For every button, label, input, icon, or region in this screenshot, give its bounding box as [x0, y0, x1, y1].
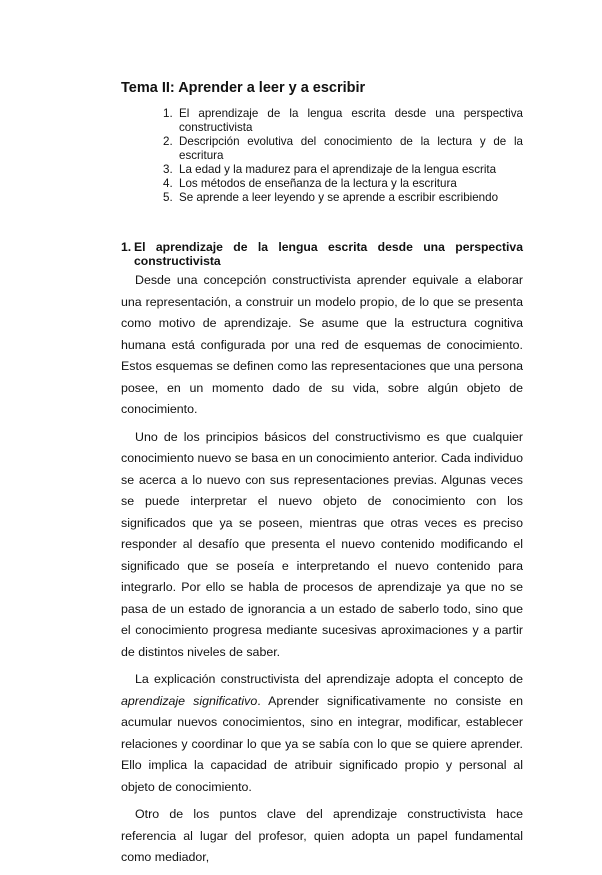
toc-item-text: La edad y la madurez para el aprendizaje de la lengua escrita [179, 163, 497, 176]
toc-item-text: Descripción evolutiva del conocimiento de la lectura y de la escritura [179, 135, 523, 162]
paragraph-text: . Aprender significativamente no consiste en acumular nuevos conocimientos, sino en integrar, modificar, establecer relaciones y coordinar lo que ya se sabía con lo que se quiere aprender. Ello implica la capacidad de atribuir significado propio y personal al objeto de conocimiento. [121, 693, 523, 794]
toc-item [163, 191, 523, 205]
paragraph: Desde una concepción constructivista aprender equivale a elaborar una representación, a construir un modelo propio, de lo que se presenta como motivo de aprendizaje. Se asume que la estructura cognitiva humana está configurada por una red de esquemas de conocimiento. Estos esquemas se definen como las representaciones que una persona posee, en un momento dado de su vida, sobre algún objeto de conocimiento. [121, 273, 523, 416]
toc-item-number: 5. [163, 191, 173, 204]
paragraph [121, 669, 523, 798]
toc-item-text: El aprendizaje de la lengua escrita desde una perspectiva constructivista [179, 107, 523, 134]
toc-item [163, 177, 523, 191]
paragraph-text: La explicación constructivista del aprendizaje adopta el concepto de [135, 672, 523, 686]
toc-item-text: Los métodos de enseñanza de la lectura y la escritura [179, 177, 457, 190]
section-number: 1. [121, 240, 132, 254]
toc-item [163, 163, 523, 177]
paragraph: Uno de los principios básicos del constructivismo es que cualquier conocimiento nuevo se basa en un conocimiento anterior. Cada individuo se acerca a lo nuevo con sus representaciones previas. Algunas veces se puede interpretar el nuevo objeto de conocimiento con los significados que ya se poseen, mientras que otras veces es preciso responder al desafío que presenta el nuevo contenido modificando el significado que se poseía e interpretando el nuevo contenido para integrarlo. Por ello se habla de procesos de aprendizaje ya que no se pasa de un estado de ignorancia a un estado de saberlo todo, sino que el conocimiento progresa mediante sucesivas aproximaciones y a partir de distintos niveles de saber. [121, 429, 523, 659]
toc-item [163, 107, 523, 135]
paragraph: Otro de los puntos clave del aprendizaje constructivista hace referencia al lugar del profesor, quien adopta un papel fundamental como mediador, [121, 807, 523, 864]
page-title: Tema II: Aprender a leer y a escribir [121, 80, 366, 96]
toc-item-number: 3. [163, 163, 173, 176]
toc-item-number: 4. [163, 177, 173, 190]
toc-item [163, 135, 523, 163]
toc-item-text: Se aprende a leer leyendo y se aprende a escribir escribiendo [179, 191, 499, 204]
section-heading [121, 240, 523, 268]
toc-item-number: 2. [163, 135, 173, 148]
toc-item-number: 1. [163, 107, 173, 120]
table-of-contents [163, 107, 523, 205]
emphasized-term: aprendizaje significativo [121, 693, 258, 708]
body-text [121, 270, 523, 875]
section-title: El aprendizaje de la lengua escrita desde una perspectiva constructivista [134, 240, 523, 268]
